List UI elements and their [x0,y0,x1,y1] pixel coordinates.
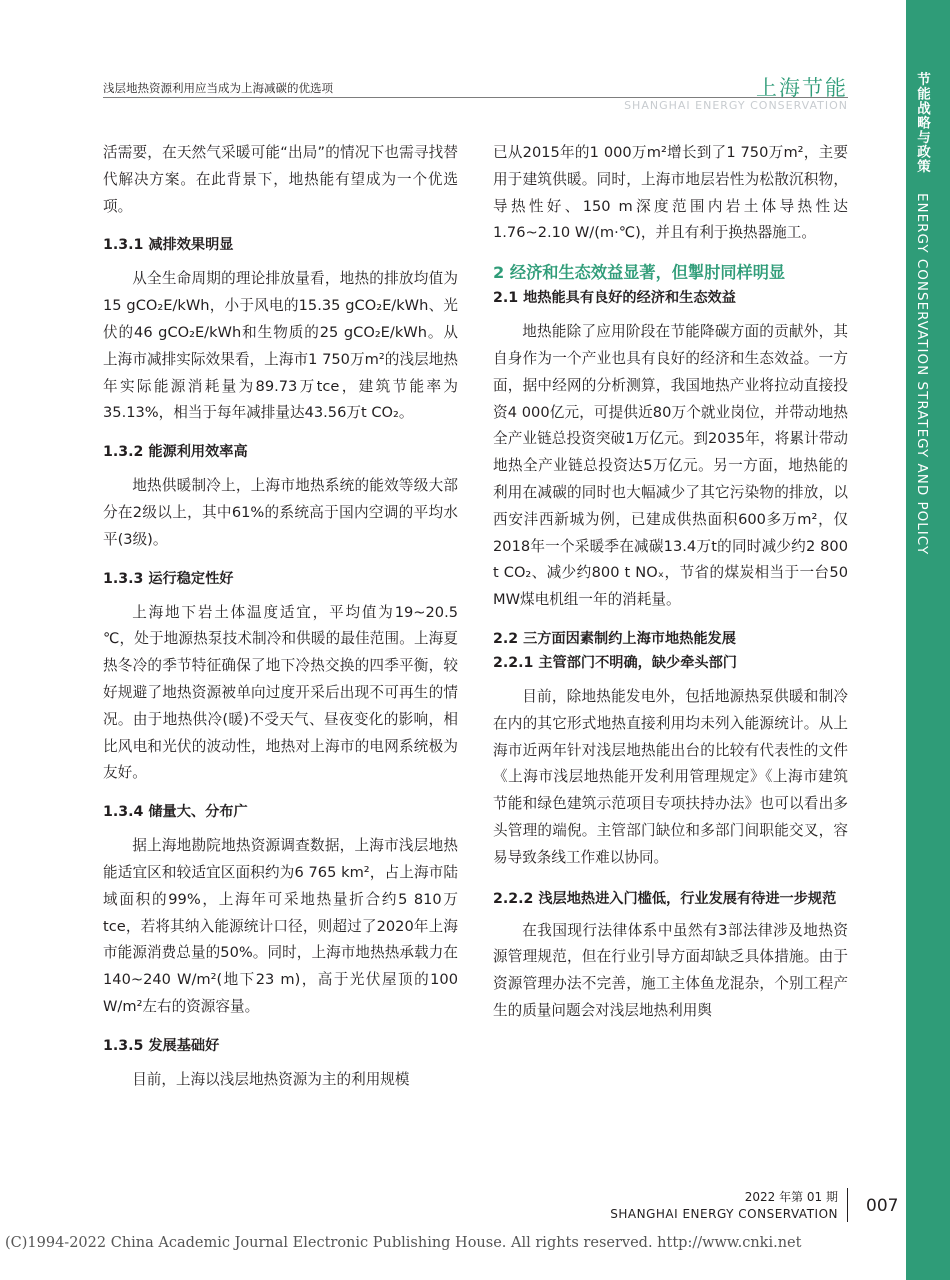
paragraph-1-3-5: 目前，上海以浅层地热资源为主的利用规模 [132,1070,410,1088]
paragraph-1-3-1: 从全生命周期的理论排放量看，地热的排放均值为15 gCO₂E/kWh，小于风电的15.35 gCO₂E/kWh、光伏的46 gCO₂E/kWh和生物质的25 gCO₂E/kWh。从上海市减排实际效果看，上海市1 750万m²的浅层地热年实际能源消耗量为89.73万tce，建筑节能率为35.13%，相当于每年减排量达43.56万t CO₂。 [103,270,458,422]
paragraph-1-3-4: 据上海地勘院地热资源调查数据，上海市浅层地热能适宜区和较适宜区面积约为6 765 km²，占上海市陆域面积的99%，上海年可采地热量折合约5 810万tce，若将其纳入能源统计口径，则超过了2020年上海市能源消费总量的50%。同时，上海市地热热承载力在140~240 W/m²(地下23 m)，高于光伏屋顶的100 W/m²左右的资源容量。 [103,837,458,1015]
heading-1-3-2: 1.3.2 能源利用效率高 [103,444,248,461]
journal-logo-cn: 上海节能 [756,76,848,100]
header-divider [103,97,848,98]
section-label-en: ENERGY CONSERVATION STRATEGY AND POLICY [914,192,930,556]
paragraph-1-3-2: 地热供暖制冷上，上海市地热系统的能效等级大部分在2级以上，其中61%的系统高于国内空调的平均水平(3级)。 [103,477,458,548]
heading-1-3-5: 1.3.5 发展基础好 [103,1037,220,1054]
paragraph-2-2-2: 在我国现行法律体系中虽然有3部法律涉及地热资源管理规范，但在行业引导方面却缺乏具体措施。由于资源管理办法不完善，施工主体鱼龙混杂，个别工程产生的质量问题会对浅层地热利用舆 [493,921,848,1019]
left-column [103,140,458,1094]
running-header-article-title: 浅层地热资源利用应当成为上海减碳的优选项 [103,81,333,95]
copyright-notice: (C)1994-2022 China Academic Journal Electronic Publishing House. All rights reserved. http://www.cnki.net [5,1235,802,1251]
heading-1-3-1: 1.3.1 减排效果明显 [103,237,234,254]
heading-2-2-2: 2.2.2 浅层地热进入门槛低，行业发展有待进一步规范 [493,890,837,907]
journal-logo-en: SHANGHAI ENERGY CONSERVATION [624,99,848,112]
paragraph-continued: 已从2015年的1 000万m²增长到了1 750万m²，主要用于建筑供暖。同时，上海市地层岩性为松散沉积物，导热性好、150 m深度范围内岩土体导热性达1.76~2.10 W/(m·℃)，并且有利于换热器施工。 [493,144,848,242]
paragraph-2-2-1: 目前，除地热能发电外，包括地源热泵供暖和制冷在内的其它形式地热直接利用均未列入能源统计。从上海市近两年针对浅层地热能出台的比较有代表性的文件《上海市浅层地热能开发利用管理规定》《上海市建筑节能和绿色建筑示范项目专项扶持办法》也可以看出多头管理的端倪。主管部门缺位和多部门间职能交叉，容易导致条线工作难以协同。 [493,687,848,866]
section-side-label [912,72,932,555]
heading-2-2: 2.2 三方面因素制约上海市地热能发展 [493,630,736,647]
footer-issue: 2022 年第 01 期 [744,1190,838,1204]
paragraph-2-1: 地热能除了应用阶段在节能降碳方面的贡献外，其自身作为一个产业也具有良好的经济和生态效益。一方面，据中经网的分析测算，我国地热产业将拉动直接投资4 000亿元，可提供近80万个就业岗位，并带动地热全产业链总投资突破1万亿元。到2035年，将累计带动地热全产业链总投资达5万亿元。另一方面，地热能的利用在减碳的同时也大幅减少了其它污染物的排放，以西安沣西新城为例，已建成供热面积600多万m²，仅2018年一个采暖季在减碳13.4万t的同时减少约2 800 t CO₂、减少约800 t NOₓ，节省的煤炭相当于一台50 MW煤电机组一年的消耗量。 [493,323,848,609]
section-label-cn: 节能战略与政策 [914,72,930,174]
heading-2-1: 2.1 地热能具有良好的经济和生态效益 [493,290,736,307]
heading-1-3-3: 1.3.3 运行稳定性好 [103,570,234,587]
paragraph-intro: 活需要，在天然气采暖可能“出局”的情况下也需寻找替代解决方案。在此背景下，地热能有望成为一个优选项。 [103,144,458,215]
footer-journal-name: SHANGHAI ENERGY CONSERVATION [610,1207,838,1221]
page-number: 007 [866,1196,899,1216]
footer-divider [847,1188,848,1222]
heading-section-2: 2 经济和生态效益显著，但掣肘同样明显 [493,263,786,283]
right-column [493,140,848,1025]
paragraph-1-3-3: 上海地下岩土体温度适宜，平均值为19~20.5 ℃，处于地源热泵技术制冷和供暖的最佳范围。上海夏热冬冷的季节特征确保了地下冷热交换的四季平衡，较好规避了地热资源被单向过度开采后出现不可再生的情况。由于地热供冷(暖)不受天气、昼夜变化的影响，相比风电和光伏的波动性，地热对上海市的电网系统极为友好。 [103,603,458,782]
heading-1-3-4: 1.3.4 储量大、分布广 [103,804,248,821]
heading-2-2-1: 2.2.1 主管部门不明确，缺少牵头部门 [493,654,737,671]
